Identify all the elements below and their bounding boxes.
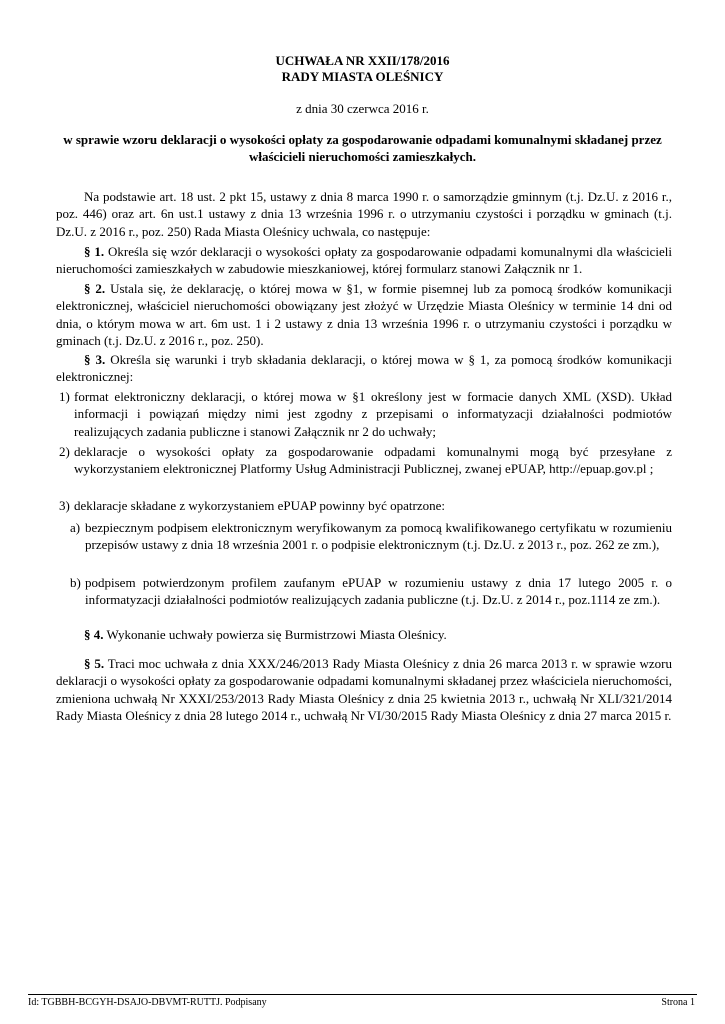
sub-item-number: a) (70, 520, 81, 535)
section-3-text: Określa się warunki i tryb składania deklaracji, o której mowa w § 1, za pomocą środków komunikacji elektronicznej: (56, 352, 673, 385)
resolution-date: z dnia 30 czerwca 2016 r. (296, 101, 429, 116)
section-4 (56, 626, 672, 643)
section-2 (56, 280, 672, 349)
section-1-label: § 1. (84, 244, 105, 259)
section-2-label: § 2. (84, 281, 106, 296)
section-5-label: § 5. (84, 656, 105, 671)
list-item: deklaracje o wysokości opłaty za gospodarowanie odpadami komunalnymi mogą być przesyłane z wykorzystaniem elektronicznej Platformy Usług Administracji Publicznej, zwanej ePUAP, http://epuap.gov.pl ; (74, 444, 672, 477)
sub-item-number: b) (70, 575, 81, 590)
resolution-number: UCHWAŁA NR XXII/178/2016 (275, 53, 450, 68)
list-item-number: 2) (59, 444, 70, 459)
list-item: deklaracje składane z wykorzystaniem ePUAP powinny być opatrzone: (74, 498, 445, 513)
list-item: format elektroniczny deklaracji, o której mowa w §1 określony jest w formacie danych XML (XSD). Układ informacji i powiązań między nimi jest zgodny z przepisami o informatyzacji działalności podmiotów realizujących zadania publiczne i stanowi Załącznik nr 2 do uchwały; (74, 389, 672, 439)
sub-item: podpisem potwierdzonym profilem zaufanym ePUAP w rozumieniu ustawy z dnia 17 lutego 2005 r. o informatyzacji działalności podmiotów realizujących zadania publiczne (t.j. Dz.U. z 2014 r., poz.1114 ze zm.). (85, 575, 672, 608)
preamble: Na podstawie art. 18 ust. 2 pkt 15, ustawy z dnia 8 marca 1990 r. o samorządzie gminnym (t.j. Dz.U. z 2016 r., poz. 446) oraz art. 6n ust.1 ustawy z dnia 13 września 1996 r. o utrzymaniu czystości i porządku w gminach (t.j. Dz.U. z 2016 r., poz. 250) Rada Miasta Oleśnicy uchwala, co następuje: (56, 189, 672, 239)
list-item-number: 1) (59, 389, 70, 404)
council-name: RADY MIASTA OLEŚNICY (281, 69, 444, 84)
section-1 (56, 243, 672, 278)
list-item-number: 3) (59, 498, 70, 513)
section-3-label: § 3. (84, 352, 106, 367)
section-5 (56, 655, 672, 724)
footer-divider (28, 994, 697, 995)
page-number: Strona 1 (661, 997, 695, 1008)
section-2-text: Ustala się, że deklarację, o której mowa w §1, w formie pisemnej lub za pomocą środków komunikacji elektronicznej, właściciel nieruchomości obowiązany jest złożyć w Urzędzie Miasta Oleśnicy w terminie 14 dni od dnia, o którym mowa w art. 6m ust. 1 i 2 ustawy z dnia 13 września 1996 r. o utrzymaniu czystości i porządku w gminach (t.j. Dz.U. z 2016 r., poz. 250). (56, 281, 673, 348)
section-5-text: Traci moc uchwała z dnia XXX/246/2013 Rady Miasta Oleśnicy z dnia 26 marca 2013 r. w sprawie wzoru deklaracji o wysokości opłaty za gospodarowanie odpadami komunalnymi składanej przez właściciela nieruchomości, zmieniona uchwałą Nr XXXI/253/2013 Rady Miasta Oleśnicy z dnia 25 kwietnia 2013 r., uchwałą Nr XLI/321/2014 Rady Miasta Oleśnicy z dnia 28 lutego 2014 r., uchwałą Nr VI/30/2015 Rady Miasta Oleśnicy z dnia 27 marca 2015 r. (56, 656, 672, 723)
document-id: Id: TGBBH-BCGYH-DSAJO-DBVMT-RUTTJ. Podpisany (28, 997, 267, 1008)
section-4-label: § 4. (84, 627, 104, 642)
section-4-text: Wykonanie uchwały powierza się Burmistrzowi Miasta Oleśnicy. (103, 627, 447, 642)
section-3 (56, 351, 672, 386)
section-1-text: Określa się wzór deklaracji o wysokości opłaty za gospodarowanie odpadami komunalnymi dla właścicieli nieruchomości zamieszkałych w zabudowie mieszkaniowej, której formularz stanowi Załącznik nr 1. (56, 244, 673, 277)
resolution-subject: w sprawie wzoru deklaracji o wysokości opłaty za gospodarowanie odpadami komunalnymi składanej przez właścicieli nieruchomości zamieszkałych. (63, 132, 662, 164)
sub-item: bezpiecznym podpisem elektronicznym weryfikowanym za pomocą kwalifikowanego certyfikatu w rozumieniu przepisów ustawy z dnia 18 września 2001 r. o podpisie elektronicznym (t.j. Dz.U. z 2013 r., poz. 262 ze zm.), (85, 520, 672, 553)
